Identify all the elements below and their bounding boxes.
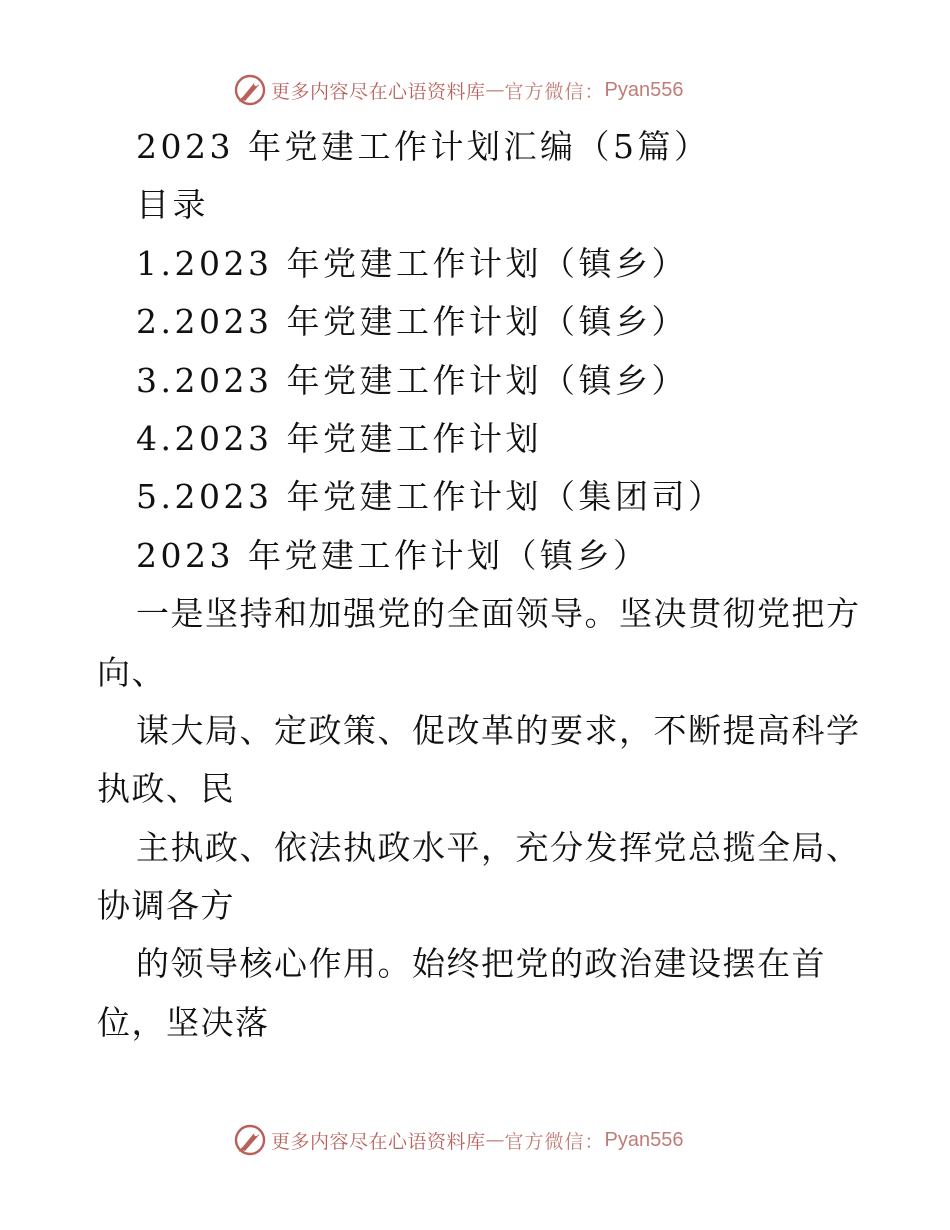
header-watermark — [233, 72, 684, 108]
toc-item-4: 4.2023 年党建工作计划 — [136, 418, 542, 458]
body-line: 一是坚持和加强党的全面领导。坚决贯彻党把方 — [136, 594, 861, 634]
body-line: 位，坚决落 — [97, 1002, 270, 1042]
watermark-text: 更多内容尽在心语资料库 — [271, 1130, 486, 1153]
watermark-text: 更多内容尽在心语资料库 — [271, 80, 486, 103]
toc-heading: 目录 — [136, 185, 209, 225]
body-line: 谋大局、定政策、促改革的要求，不断提高科学 — [136, 710, 861, 750]
toc-item-2: 2.2023 年党建工作计划（镇乡） — [136, 302, 688, 342]
body-line: 执政、民 — [97, 769, 235, 809]
body-line: 协调各方 — [97, 886, 235, 926]
watermark-official-label: 官方微信： — [504, 80, 605, 103]
toc-item-1: 1.2023 年党建工作计划（镇乡） — [136, 243, 688, 283]
document-title: 2023 年党建工作计划汇编（5篇） — [136, 127, 711, 166]
watermark-wechat-id: Pyan556 — [604, 1128, 684, 1151]
footer-watermark — [233, 1122, 684, 1158]
watermark-official-label: 官方微信： — [504, 1130, 605, 1153]
watermark-dash: — — [485, 1129, 505, 1151]
body-line: 向、 — [97, 652, 166, 692]
body-line: 主执政、依法执政水平，充分发挥党总揽全局、 — [136, 827, 861, 867]
toc-item-5: 5.2023 年党建工作计划（集团司） — [136, 477, 725, 517]
watermark-dash: — — [485, 79, 505, 101]
pen-logo-icon — [233, 73, 267, 107]
watermark-wechat-id: Pyan556 — [604, 78, 684, 101]
toc-item-3: 3.2023 年党建工作计划（镇乡） — [136, 360, 688, 400]
document-body — [97, 118, 867, 1052]
section-title: 2023 年党建工作计划（镇乡） — [136, 535, 650, 575]
pen-logo-icon — [233, 1123, 267, 1157]
body-line: 的领导核心作用。始终把党的政治建设摆在首 — [136, 944, 826, 984]
